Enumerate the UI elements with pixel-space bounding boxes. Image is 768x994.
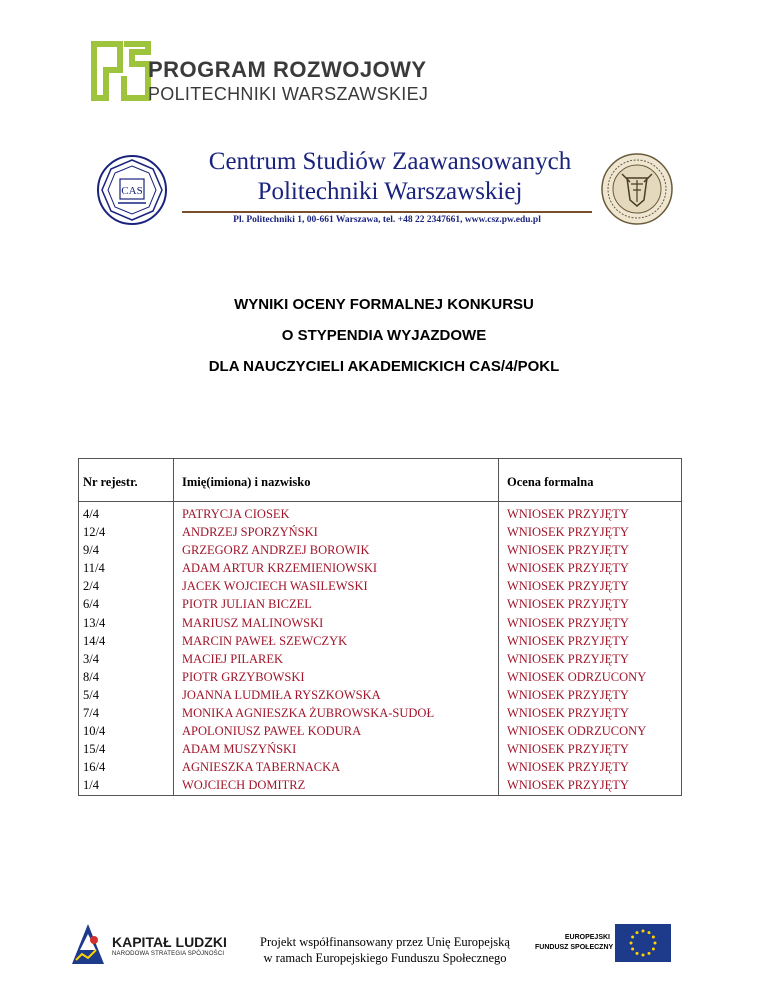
row-name: MARIUSZ MALINOWSKI: [182, 615, 324, 630]
kapital-ludzki-title: KAPITAŁ LUDZKI: [112, 934, 227, 950]
row-name: MACIEJ PILAREK: [182, 651, 284, 666]
row-result: WNIOSEK ODRZUCONY: [507, 669, 647, 684]
kapital-ludzki-subtitle: NARODOWA STRATEGIA SPÓJNOŚCI: [112, 951, 225, 957]
kapital-ludzki-logo: [68, 920, 108, 966]
eu-star-icon: [652, 936, 655, 939]
row-result: WNIOSEK PRZYJĘTY: [507, 579, 629, 594]
row-nr: 10/4: [83, 724, 106, 739]
program-subtitle: POLITECHNIKI WARSZAWSKIEJ: [148, 84, 429, 104]
heading-line1: WYNIKI OCENY FORMALNEJ KONKURSU: [234, 296, 534, 313]
row-name: PATRYCJA CIOSEK: [182, 507, 290, 521]
row-result: WNIOSEK PRZYJĘTY: [507, 651, 629, 666]
eu-star-icon: [652, 948, 655, 951]
row-nr: 16/4: [83, 760, 106, 775]
row-name: AGNIESZKA TABERNACKA: [182, 760, 341, 775]
column-divider: [173, 459, 174, 795]
row-name: PIOTR JULIAN BICZEL: [182, 597, 312, 612]
cas-title-line2: Politechniki Warszawskiej: [257, 178, 523, 205]
row-nr: 12/4: [83, 525, 106, 540]
eu-star-icon: [631, 948, 634, 951]
eu-star-icon: [654, 942, 657, 945]
eu-star-icon: [648, 931, 651, 934]
row-name: MONIKA AGNIESZKA ŻUBROWSKA-SUDOŁ: [182, 706, 435, 721]
header-divider: [79, 501, 681, 502]
cas-logo: [92, 152, 172, 228]
row-nr: 2/4: [83, 579, 99, 594]
eu-star-icon: [630, 942, 633, 945]
column-divider: [498, 459, 499, 795]
row-result: WNIOSEK PRZYJĘTY: [507, 525, 629, 540]
row-result: WNIOSEK PRZYJĘTY: [507, 543, 629, 558]
row-name: JACEK WOJCIECH WASILEWSKI: [182, 579, 368, 594]
result-column: [507, 505, 646, 795]
row-result: WNIOSEK PRZYJĘTY: [507, 687, 629, 702]
efs-label-line2: FUNDUSZ SPOŁECZNY: [535, 944, 614, 951]
row-name: PIOTR GRZYBOWSKI: [182, 669, 305, 684]
header-result: Ocena formalna: [507, 475, 594, 489]
program-rozwojowy-logo: [90, 40, 152, 102]
program-title: PROGRAM ROZWOJOWY: [148, 57, 427, 82]
eu-star-icon: [642, 954, 645, 957]
cas-logo-text: CAS: [121, 185, 143, 197]
row-result: WNIOSEK PRZYJĘTY: [507, 706, 629, 721]
results-table: [78, 458, 682, 796]
eu-flag-icon: [615, 924, 671, 962]
row-nr: 11/4: [83, 561, 105, 576]
row-nr: 4/4: [83, 507, 99, 521]
row-nr: 6/4: [83, 597, 99, 612]
heading-line2: O STYPENDIA WYJAZDOWE: [281, 327, 487, 344]
row-nr: 8/4: [83, 669, 99, 684]
row-nr: 3/4: [83, 651, 99, 666]
cas-address: Pl. Politechniki 1, 00-661 Warszawa, tel. +48 22 2347661, www.csz.pw.edu.pl: [233, 215, 541, 225]
row-nr: 5/4: [83, 687, 99, 702]
nr-column: [83, 505, 105, 795]
row-nr: 14/4: [83, 633, 106, 648]
row-result: WNIOSEK PRZYJĘTY: [507, 778, 629, 793]
row-name: JOANNA LUDMIŁA RYSZKOWSKA: [182, 687, 381, 702]
row-name: WOJCIECH DOMITRZ: [182, 778, 306, 793]
row-name: MARCIN PAWEŁ SZEWCZYK: [182, 633, 348, 648]
row-nr: 9/4: [83, 543, 99, 558]
row-name: GRZEGORZ ANDRZEJ BOROWIK: [182, 543, 370, 558]
pw-seal-icon: [600, 152, 674, 226]
row-name: ADAM ARTUR KRZEMIENIOWSKI: [182, 561, 378, 576]
row-nr: 13/4: [83, 615, 106, 630]
efs-label-line1: EUROPEJSKI: [564, 934, 610, 941]
row-result: WNIOSEK PRZYJĘTY: [507, 507, 629, 521]
row-result: WNIOSEK PRZYJĘTY: [507, 742, 629, 757]
cofinancing-note-line2: w ramach Europejskiego Funduszu Społecznego: [263, 951, 507, 965]
row-name: ANDRZEJ SPORZYŃSKI: [182, 525, 318, 540]
row-name: ADAM MUSZYŃSKI: [182, 742, 297, 757]
row-result: WNIOSEK PRZYJĘTY: [507, 597, 629, 612]
row-result: WNIOSEK PRZYJĘTY: [507, 760, 629, 775]
eu-star-icon: [648, 952, 651, 955]
row-result: WNIOSEK PRZYJĘTY: [507, 633, 629, 648]
row-result: WNIOSEK ODRZUCONY: [507, 724, 647, 739]
name-column: [182, 505, 434, 795]
header-nr: Nr rejestr.: [83, 475, 138, 489]
cas-title-line1: Centrum Studiów Zaawansowanych: [208, 148, 572, 175]
header-rule: [182, 211, 592, 213]
row-nr: 1/4: [83, 778, 99, 793]
row-result: WNIOSEK PRZYJĘTY: [507, 615, 629, 630]
row-result: WNIOSEK PRZYJĘTY: [507, 561, 629, 576]
eu-star-icon: [642, 930, 645, 933]
heading-line3: DLA NAUCZYCIELI AKADEMICKICH CAS/4/POKL: [208, 358, 560, 375]
eu-star-icon: [636, 952, 639, 955]
eu-star-icon: [631, 936, 634, 939]
row-nr: 15/4: [83, 742, 106, 757]
eu-star-icon: [636, 931, 639, 934]
header-name: Imię(imiona) i nazwisko: [182, 475, 311, 489]
row-name: APOLONIUSZ PAWEŁ KODURA: [182, 724, 362, 739]
cofinancing-note-line1: Projekt współfinansowany przez Unię Europejską: [260, 935, 510, 949]
row-nr: 7/4: [83, 706, 99, 721]
